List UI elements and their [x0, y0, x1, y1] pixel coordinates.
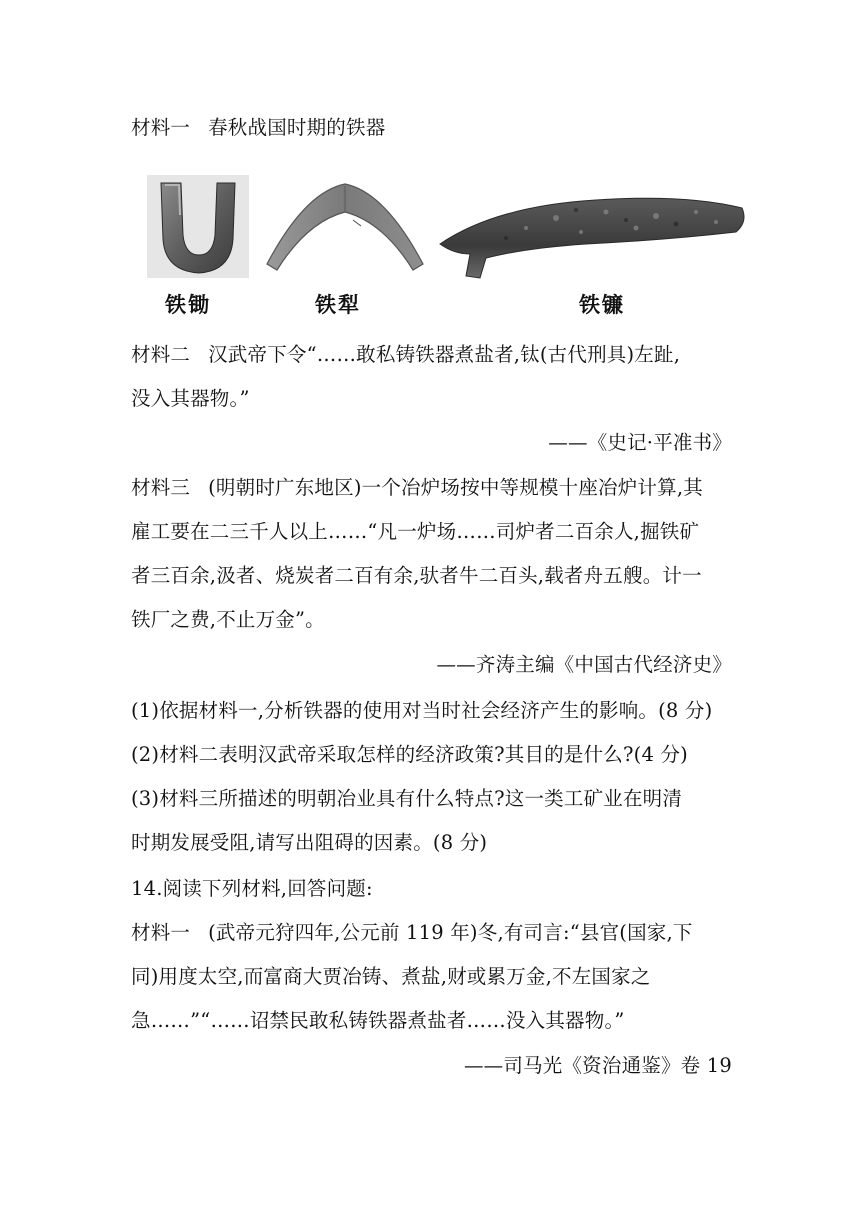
- material2-source: ——《史记·平准书》: [548, 431, 732, 454]
- caption-iron-hoe: 铁锄: [165, 292, 211, 317]
- material3-line2: 雇工要在二三千人以上……“凡一炉场……司炉者二百余人,掘铁矿: [131, 520, 700, 543]
- material1-title: 春秋战国时期的铁器: [208, 116, 386, 139]
- question-2: (2)材料二表明汉武帝采取怎样的经济政策?其目的是什么?(4 分): [131, 743, 688, 766]
- material1-label: 材料一: [131, 116, 191, 139]
- material2-line2: 没入其器物。”: [131, 387, 250, 410]
- q14-material1-label: 材料一: [131, 921, 191, 944]
- material3-label: 材料三: [131, 476, 191, 499]
- q14-material1-line1: [131, 920, 731, 946]
- q14-heading: 14.阅读下列材料,回答问题:: [131, 877, 373, 900]
- q14-material1-line3: 急……”“……诏禁民敢私铸铁器煮盐者……没入其器物。”: [131, 1009, 625, 1032]
- material3-line3: 者三百余,汲者、烧炭者二百有余,驮者牛二百头,载者舟五艘。计一: [131, 564, 702, 587]
- material2-line1: [131, 342, 731, 368]
- caption-iron-sickle: 铁镰: [579, 292, 625, 317]
- iron-hoe-image: [147, 175, 249, 278]
- caption-iron-plough: 铁犁: [315, 292, 361, 317]
- material3-text1: (明朝时广东地区)一个冶炉场按中等规模十座冶炉计算,其: [208, 476, 703, 499]
- q14-source: ——司马光《资治通鉴》卷 19: [463, 1054, 732, 1077]
- material2-text1: 汉武帝下令“……敢私铸铁器煮盐者,钛(古代刑具)左趾,: [208, 343, 681, 366]
- q14-material1-line2: 同)用度太空,而富商大贾冶铸、煮盐,财或累万金,不左国家之: [131, 965, 651, 988]
- material3-source: ——齐涛主编《中国古代经济史》: [436, 653, 732, 676]
- question-3-line1: (3)材料三所描述的明朝冶业具有什么特点?这一类工矿业在明清: [131, 787, 683, 810]
- question-3-line2: 时期发展受阻,请写出阻碍的因素。(8 分): [131, 831, 488, 854]
- material1-heading: [131, 115, 731, 141]
- iron-plough-image: [265, 182, 425, 274]
- q14-material1-text1: (武帝元狩四年,公元前 119 年)冬,有司言:“县官(国家,下: [208, 921, 693, 944]
- iron-sickle-image: [436, 188, 748, 280]
- material2-label: 材料二: [131, 343, 191, 366]
- material3-line4: 铁厂之费,不止万金”。: [131, 608, 325, 631]
- question-1: (1)依据材料一,分析铁器的使用对当时社会经济产生的影响。(8 分): [131, 699, 713, 722]
- material3-line1: [131, 475, 731, 501]
